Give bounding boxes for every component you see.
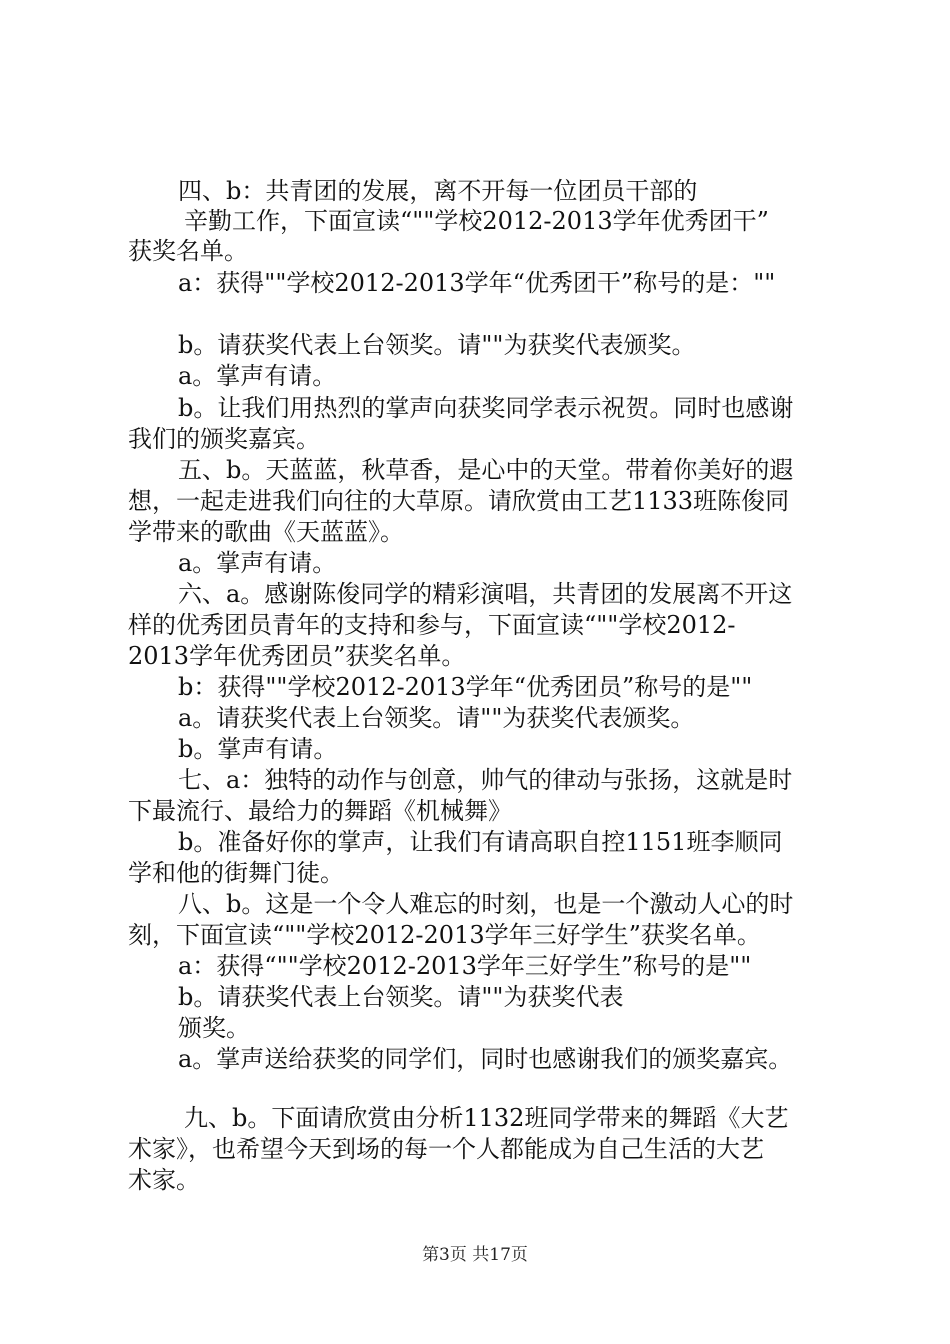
paragraph-line: 四、b：共青团的发展，离不开每一位团员干部的 xyxy=(178,177,698,205)
paragraph-line: 术家》，也希望今天到场的每一个人都能成为自己生活的大艺 xyxy=(128,1135,764,1163)
paragraph-line: b。请获奖代表上台领奖。请""为获奖代表 xyxy=(178,983,624,1011)
page-number-footer: 第3页 共17页 xyxy=(422,1245,528,1265)
paragraph-line: 学和他的街舞门徒。 xyxy=(128,859,344,887)
paragraph-line: 六、a。感谢陈俊同学的精彩演唱，共青团的发展离不开这 xyxy=(178,580,793,608)
paragraph-line: b：获得""学校2012-2013学年“优秀团员”称号的是"" xyxy=(178,673,753,701)
paragraph-line: b。掌声有请。 xyxy=(178,735,338,763)
paragraph-line: 样的优秀团员青年的支持和参与，下面宣读“""学校2012- xyxy=(128,611,736,639)
paragraph-line: 七、a：独特的动作与创意，帅气的律动与张扬，这就是时 xyxy=(178,766,793,794)
paragraph-line: b。让我们用热烈的掌声向获奖同学表示祝贺。同时也感谢 xyxy=(178,394,794,422)
paragraph-line: a。掌声送给获奖的同学们，同时也感谢我们的颁奖嘉宾。 xyxy=(178,1045,793,1073)
paragraph-line: 刻，下面宣读“""学校2012-2013学年三好学生”获奖名单。 xyxy=(128,921,761,949)
paragraph-line: 五、b。天蓝蓝，秋草香，是心中的天堂。带着你美好的遐 xyxy=(178,456,794,484)
paragraph-line: 九、b。下面请欣赏由分析1132班同学带来的舞蹈《大艺 xyxy=(184,1104,789,1132)
paragraph-line: 获奖名单。 xyxy=(128,237,248,265)
paragraph-line: 术家。 xyxy=(128,1166,200,1194)
paragraph-line: a：获得“""学校2012-2013学年三好学生”称号的是"" xyxy=(178,952,752,980)
paragraph-line: 2013学年优秀团员”获奖名单。 xyxy=(128,642,466,670)
paragraph-line: a。掌声有请。 xyxy=(178,549,337,577)
paragraph-line: 学带来的歌曲《天蓝蓝》。 xyxy=(128,518,404,546)
paragraph-line: 想，一起走进我们向往的大草原。请欣赏由工艺1133班陈俊同 xyxy=(128,487,790,515)
paragraph-line: a。请获奖代表上台领奖。请""为获奖代表颁奖。 xyxy=(178,704,695,732)
paragraph-line: a。掌声有请。 xyxy=(178,362,337,390)
paragraph-line: 八、b。这是一个令人难忘的时刻，也是一个激动人心的时 xyxy=(178,890,794,918)
paragraph-line: b。请获奖代表上台领奖。请""为获奖代表颁奖。 xyxy=(178,331,696,359)
paragraph-line: 颁奖。 xyxy=(178,1014,250,1042)
paragraph-line: a：获得""学校2012-2013学年“优秀团干”称号的是："" xyxy=(178,269,776,297)
paragraph-line: 辛勤工作，下面宣读“""学校2012-2013学年优秀团干” xyxy=(184,207,769,235)
paragraph-line: 下最流行、最给力的舞蹈《机械舞》 xyxy=(128,797,512,825)
paragraph-line: b。准备好你的掌声，让我们有请高职自控1151班李顺同 xyxy=(178,828,783,856)
paragraph-line: 我们的颁奖嘉宾。 xyxy=(128,425,320,453)
